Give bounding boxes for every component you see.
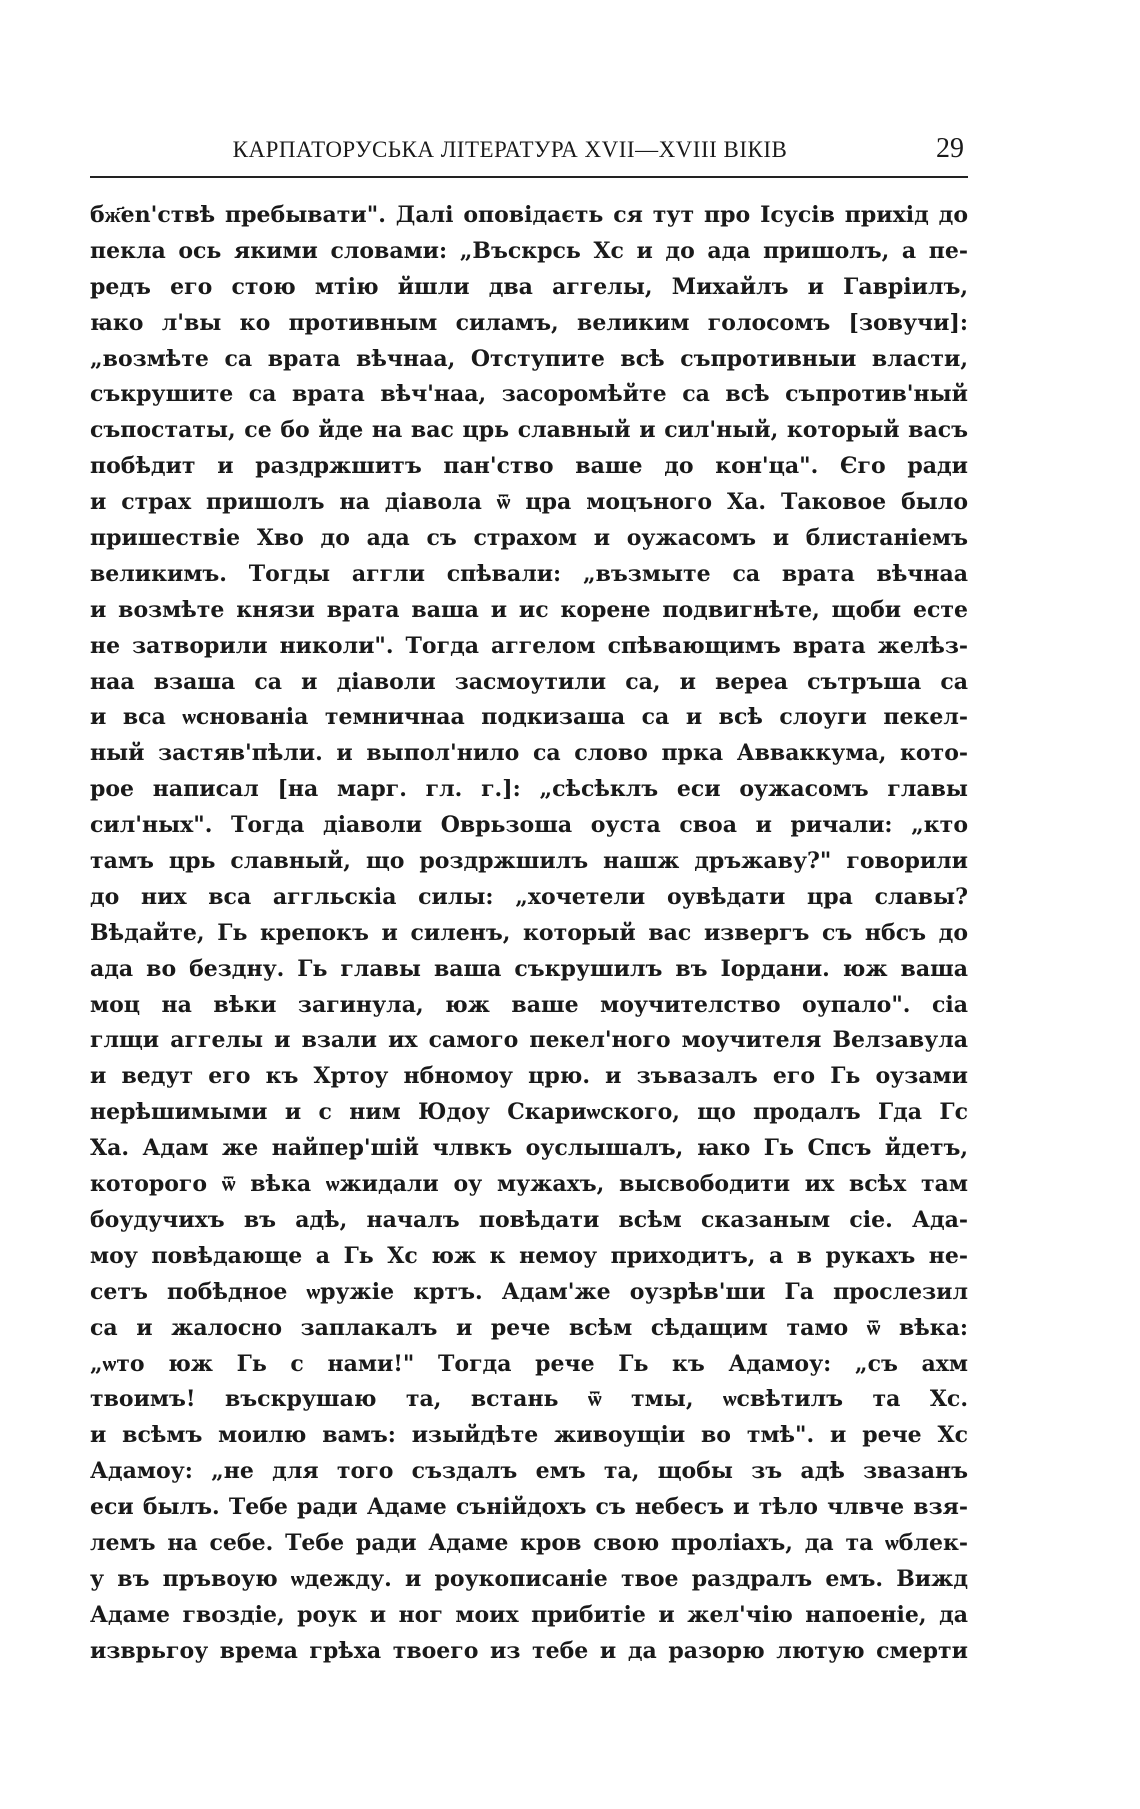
text-line: съпостаты, се бо йде на вас црь славный и сил'ный, который васъ [90,417,968,444]
text-line: и возмѣте князи врата ваша и ис корене подвигнѣте, щоби есте [90,596,968,623]
text-line: и вса ѡснованіа темничнаа подкизаша са и всѣ слоуги пекел- [90,704,968,731]
text-line: лемъ на себе. Тебе ради Адаме кров свою проліахъ, да та ѡблек- [90,1529,968,1556]
text-line: пекла ось якими словами: „Въскрсь Хс и до ада пришолъ, а пе- [90,237,968,264]
text-line: твоимъ! въскрушаю та, встань ѿ тмы, ѡсвѣтилъ та Хс. [90,1386,968,1413]
body-text [90,198,968,1670]
text-line: ада во бездну. Гь главы ваша съкрушилъ въ Іордани. юж ваша [90,955,968,982]
text-line: и страх пришолъ на діавола ѿ цра моцъного Ха. Таковое было [90,489,968,516]
text-line: изврьгоу времa грѣха твоего из тебе и да разорю лютую смерти [90,1637,968,1664]
text-line: Адамоу: „не для того създалъ емъ та, щобы зъ адѣ звазанъ [90,1458,968,1485]
text-line: еси былъ. Тебе ради Адаме сънійдохъ съ небесъ и тѣло члвче взя- [90,1494,968,1521]
text-line: бж҃еn'ствѣ пребывати". Далі оповідаєть ся тут про Ісусів прихід до [90,202,968,228]
text-line: сил'ных". Тогда діаволи Оврьзоша оуста своа и ричали: „кто [90,812,968,839]
text-line: редъ его стою мтію йшли два аггелы, Михайлъ и Гавріилъ, [90,273,968,300]
text-line: не затворили николи". Тогда аггелом спѣвающимъ врата желѣз- [90,632,968,659]
text-line: у въ пръвоую ѡдежду. и роукописаніе твое раздралъ емъ. Вижд [90,1565,968,1592]
text-line: Ха. Адам же найпер'шій члвкъ оуслышалъ, ꙗко Гь Спсъ йдетъ, [90,1135,968,1162]
page-number: 29 [936,133,964,164]
text-line: рое написал [на марг. гл. г.]: „сѣсѣклъ еси оужасомъ главы [90,776,968,803]
text-line: ꙗко л'вы ко противным силамъ, великим голосомъ [зовучи]: [90,309,968,336]
text-line: съкрушите са врата вѣч'наа, засоромѣйте са всѣ съпротив'ный [90,381,968,408]
text-line: тамъ црь славный, що роздржшилъ нашж дръжаву?" говорили [90,848,968,875]
text-line: боудучихъ въ адѣ, началъ повѣдати всѣм сказаным сіе. Ада- [90,1206,968,1233]
running-title: КАРПАТОРУСЬКА ЛІТЕРАТУРА XVII—XVIII ВІКІВ [232,137,788,162]
text-line: и ведут его къ Хртоу нбномоу црю. и зъвазалъ его Гь оузами [90,1063,968,1090]
text-line: моц на вѣки загинула, юж ваше моучителство оупало". сіа [90,991,968,1018]
header-rule [90,176,968,178]
text-line: Вѣдайте, Гь крепокъ и силенъ, который вас извергъ съ нбсъ до [90,919,968,946]
text-line: „возмѣте са врата вѣчнаа, Отступите всѣ съпротивныи власти, [90,345,968,372]
text-line: до них вса аггльскіа силы: „хочетели оувѣдати цра славы? [90,883,968,910]
text-line: ный застяв'пѣли. и выпол'нило са слово прка Авваккума, кото- [90,740,968,767]
text-line: которого ѿ вѣка ѡжидали оу мужахъ, высвободити их всѣх там [90,1171,968,1198]
text-line: глщи аггелы и взали их самого пекел'ного моучителя Велзавула [90,1027,968,1054]
text-line: моу повѣдающе а Гь Хс юж к немоу приходитъ, а в рукахъ не- [90,1242,968,1269]
text-line: Адаме гвоздіе, роук и ног моих прибитіе и жел'чію напоеніе, да [90,1601,968,1628]
text-line: наа взаша са и діаволи засмоутили са, и вереа сътръша са [90,668,968,695]
text-line: и всѣмъ моилю вамъ: изыйдѣте живоущіи во тмѣ". и рече Хс [90,1422,968,1449]
text-line: побѣдит и раздржшитъ пан'ство ваше до кон'ца". Єго ради [90,453,968,480]
running-header [90,133,970,173]
text-line: пришествіе Хво до ада съ страхом и оужасомъ и блистаніемъ [90,525,968,552]
text-line: нерѣшимыми и с ним Юдоу Скариѡского, що продалъ Гда Гс [90,1099,968,1126]
text-line: великимъ. Тогды аггли спѣвали: „възмыте са врата вѣчнаа [90,560,968,587]
text-line: сетъ побѣдное ѡружіе кртъ. Адам'же оузрѣв'ши Га прослезил [90,1278,968,1305]
text-line: са и жалосно заплакалъ и рече всѣм сѣдащим тамо ѿ вѣка: [90,1314,968,1341]
text-line: „ѡто юж Гь с нами!" Тогда рече Гь къ Адамоу: „съ ахм [90,1350,968,1377]
